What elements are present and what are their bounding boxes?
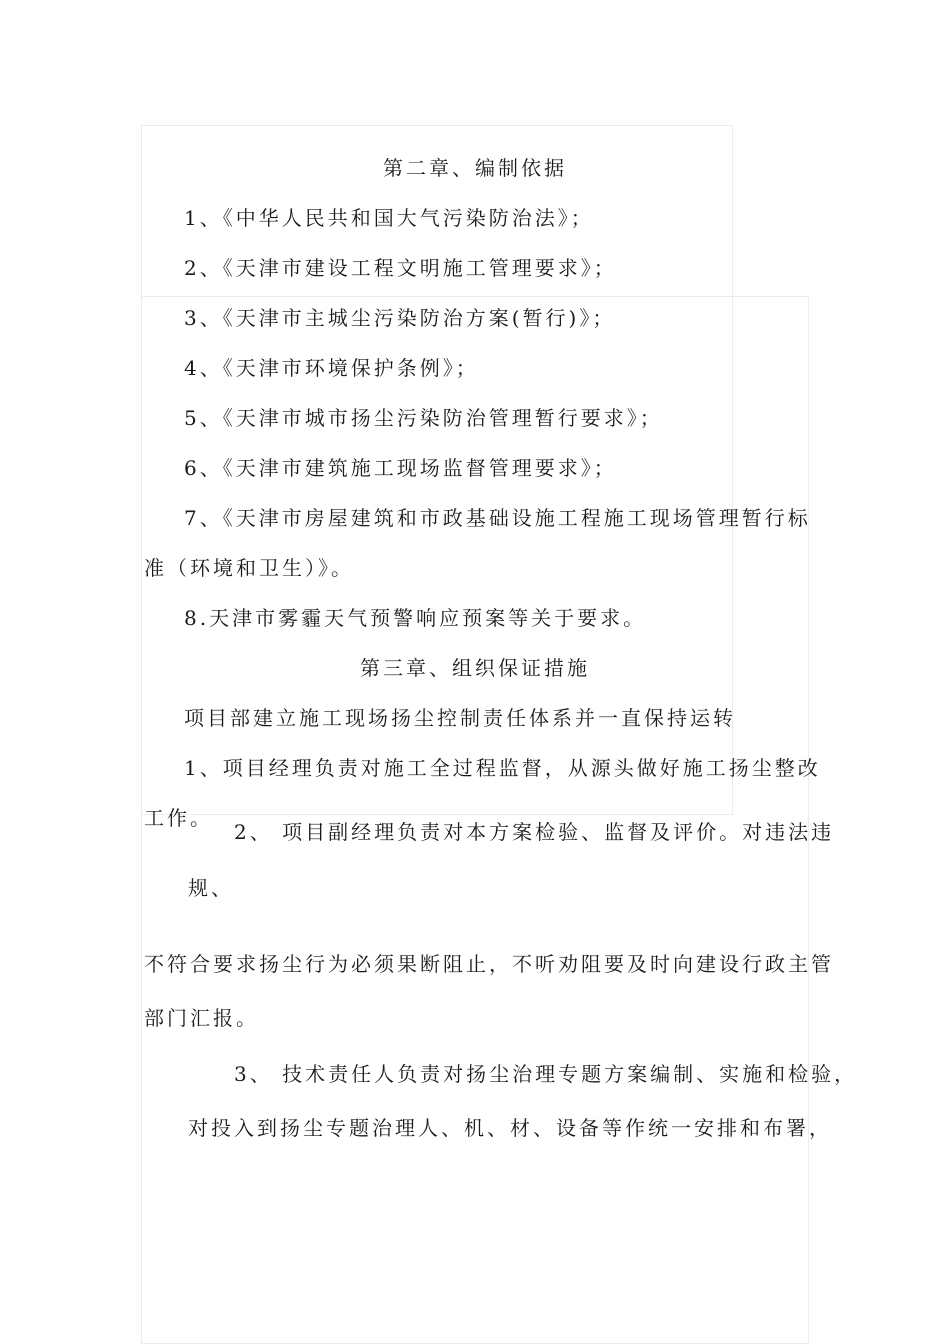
reference-item-4: 4、《天津市环境保护条例》；: [184, 356, 479, 380]
duty-item-2-line-4: 部门汇报。: [144, 1006, 259, 1030]
duty-item-2-line-2: 规、: [188, 876, 234, 900]
reference-item-5: 5、《天津市城市扬尘污染防治管理暂行要求》；: [184, 406, 663, 430]
reference-item-7-continued: 准（环境和卫生）》。: [144, 556, 354, 580]
chapter-3-heading: 第三章、组织保证措施: [360, 656, 590, 680]
duty-item-2: 2、 项目副经理负责对本方案检验、监督及评价。对违法违: [234, 820, 835, 844]
reference-item-2: 2、《天津市建设工程文明施工管理要求》；: [184, 256, 617, 280]
chapter-3-intro: 项目部建立施工现场扬尘控制责任体系并一直保持运转: [184, 706, 736, 730]
duty-item-3: 3、 技术责任人负责对扬尘治理专题方案编制、实施和检验，: [234, 1062, 858, 1086]
reference-item-8: 8.天津市雾霾天气预警响应预案等关于要求。: [184, 606, 647, 630]
duty-item-3-continued: 对投入到扬尘专题治理人、机、材、设备等作统一安排和布署，: [188, 1116, 832, 1140]
reference-item-6: 6、《天津市建筑施工现场监督管理要求》；: [184, 456, 617, 480]
duty-item-2-line-3: 不符合要求扬尘行为必须果断阻止，不听劝阻要及时向建设行政主管: [144, 952, 834, 976]
reference-item-7: 7、《天津市房屋建筑和市政基础设施工程施工现场管理暂行标: [184, 506, 811, 530]
reference-item-3: 3、《天津市主城尘污染防治方案(暂行)》；: [184, 306, 616, 330]
duty-item-1-continued: 工作。: [144, 806, 213, 830]
reference-item-1: 1、《中华人民共和国大气污染防治法》；: [184, 206, 594, 230]
duty-item-1: 1、项目经理负责对施工全过程监督，从源头做好施工扬尘整改: [184, 756, 821, 780]
chapter-2-heading: 第二章、编制依据: [383, 156, 567, 180]
